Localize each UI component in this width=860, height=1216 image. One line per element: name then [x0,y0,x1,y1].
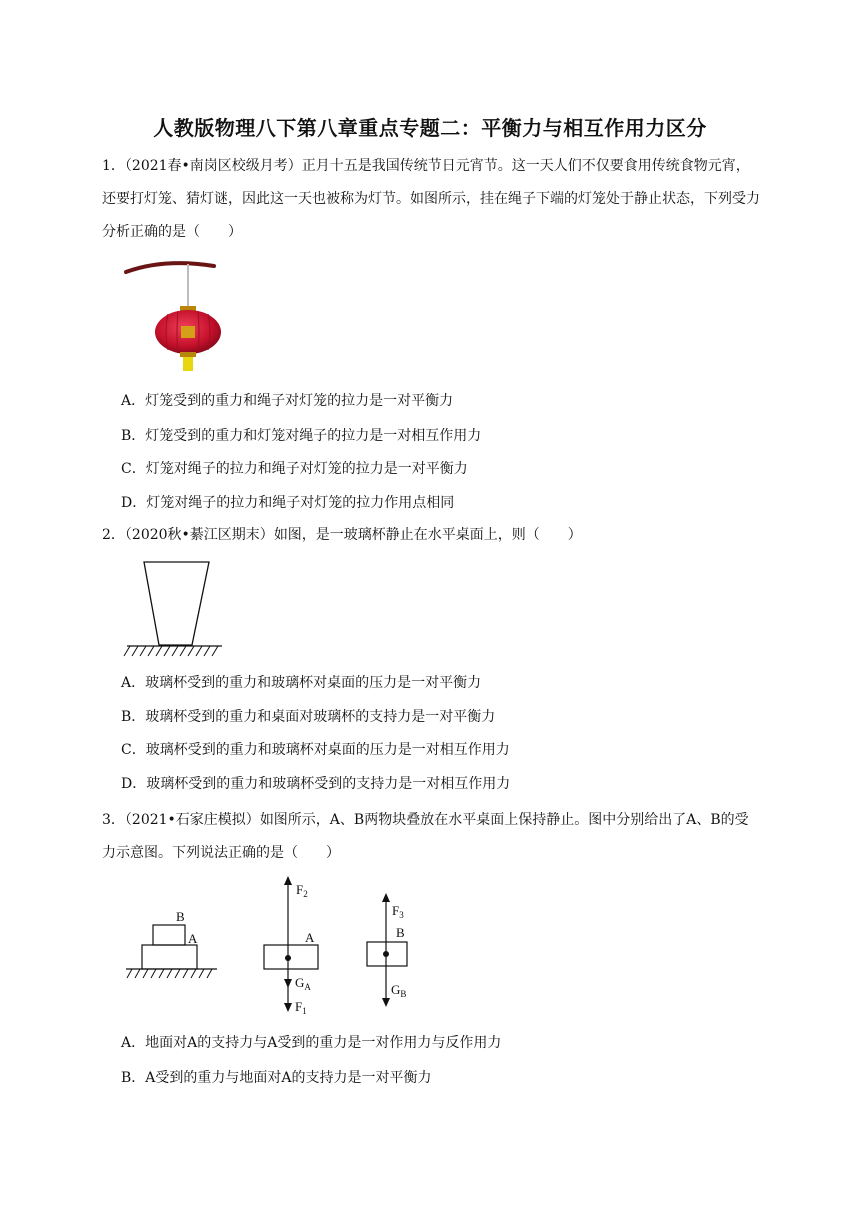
option-2d: D．玻璃杯受到的重力和玻璃杯受到的支持力是一对相互作用力 [121,776,511,792]
glass-cup-figure [124,560,224,660]
option-1d: D．灯笼对绳子的拉力和绳子对灯笼的拉力作用点相同 [121,495,455,511]
question-1 [102,150,762,249]
question-number: 1． [102,158,125,174]
lantern-figure [124,256,216,371]
force-diagram-a [258,876,328,1016]
option-2c: C．玻璃杯受到的重力和玻璃杯对桌面的压力是一对相互作用力 [121,742,510,758]
label-b: B [176,909,185,924]
label-f1: $F_1$ [295,999,307,1016]
option-3b: B．A受到的重力与地面对A的支持力是一对平衡力 [121,1070,432,1086]
option-1c: C．灯笼对绳子的拉力和绳子对灯笼的拉力是一对平衡力 [121,461,468,477]
label-b: B [396,925,405,940]
option-2a: A．玻璃杯受到的重力和玻璃杯对桌面的压力是一对平衡力 [121,675,482,691]
question-stem: 如图，是一玻璃杯静止在水平桌面上，则（ ） [273,527,582,543]
option-1a: A．灯笼受到的重力和绳子对灯笼的拉力是一对平衡力 [121,393,454,409]
force-diagram-b [362,893,422,1013]
question-source: （2021春•南岗区校级月考） [124,158,302,174]
question-number: 3． [102,812,125,828]
option-2b: B．玻璃杯受到的重力和桌面对玻璃杯的支持力是一对平衡力 [121,709,496,725]
option-1b: B．灯笼受到的重力和灯笼对绳子的拉力是一对相互作用力 [121,428,482,444]
question-3 [102,804,762,870]
label-f3: $F_3$ [392,903,404,920]
question-source: （2021•石家庄模拟） [124,812,260,828]
label-ga: $G_A$ [295,975,311,992]
question-number: 2． [102,527,125,543]
page-title: 人教版物理八下第八章重点专题二：平衡力与相互作用力区分 [153,116,707,140]
question-stem: 如图所示，A、B两物块叠放在水平桌面上保持静止。图中分别给出了A、B的受力示意图。下列说法正确的是（ ） [102,812,749,861]
question-2 [102,519,762,552]
label-f2: $F_2$ [296,882,308,899]
stacked-blocks-figure [124,905,224,985]
option-3a: A．地面对A的支持力与A受到的重力是一对作用力与反作用力 [121,1035,502,1051]
label-a: A [188,931,198,946]
label-gb: $G_B$ [391,982,407,999]
label-a: A [305,930,315,945]
question-source: （2020秋•綦江区期末） [124,527,274,543]
question-stem: 正月十五是我国传统节日元宵节。这一天人们不仅要食用传统食物元宵，还要打灯笼、猜灯谜，因此这一天也被称为灯节。如图所示，挂在绳子下端的灯笼处于静止状态，下列受力分析正确的是（ ） [102,158,760,240]
